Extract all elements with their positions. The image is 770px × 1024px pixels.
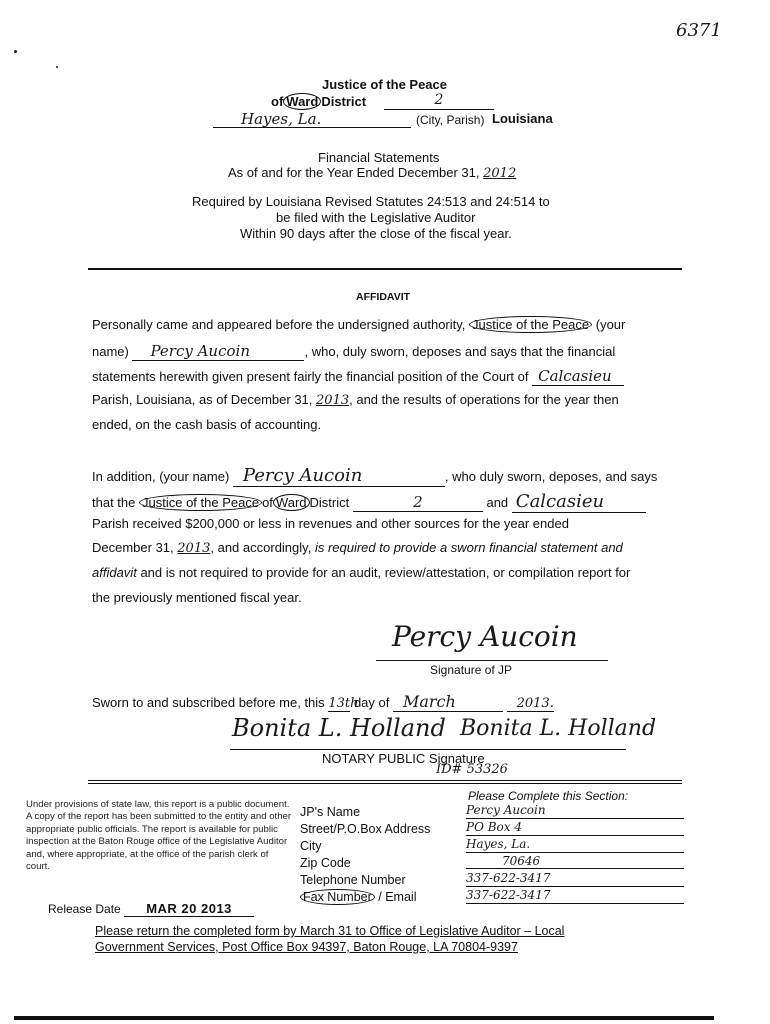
jp-oval-2: Justice of the Peace: [139, 494, 262, 511]
affidavit-p2-line5: [92, 565, 682, 580]
district-number-field: 2: [384, 92, 494, 110]
affidavit-p1-line2: [92, 342, 682, 361]
field-jp-name: Percy Aucoin: [466, 803, 684, 819]
text: (your: [595, 317, 626, 332]
year-handwritten: 2013: [316, 393, 350, 408]
text: December 31,: [92, 540, 174, 555]
affidavit-p1-line1: [92, 317, 682, 332]
footer-divider-top: [88, 780, 682, 781]
jp-signature: Percy Aucoin: [392, 620, 578, 653]
text: and is not required to provide for an audit, review/attestation, or compilation report for: [140, 565, 631, 580]
jp-name-handwritten: Percy Aucoin: [132, 342, 304, 361]
affidavit-p2-line1: [92, 465, 682, 487]
fiscal-year-value: 2012: [483, 166, 517, 181]
scan-speck: [14, 50, 17, 53]
bottom-edge-rule: [14, 1016, 714, 1020]
sworn-year: 2013.: [507, 696, 554, 712]
affidavit-p1-line5: ended, on the cash basis of accounting.: [92, 417, 322, 432]
jp-signature-label: Signature of JP: [430, 663, 513, 677]
sworn-day: 13th: [328, 696, 359, 711]
affidavit-p2-line3: Parish received $200,000 or less in revenues and other sources for the year ended: [92, 516, 569, 531]
label-fax-email: [300, 890, 416, 904]
complete-section-heading: Please Complete this Section:: [468, 789, 629, 803]
affidavit-p2-line2: [92, 491, 682, 513]
text: day of: [353, 695, 390, 710]
release-date-label: Release Date: [48, 902, 121, 916]
jp-signature-line: [376, 660, 608, 661]
sworn-line: [92, 692, 554, 712]
text: statements herewith given present fairly the financial position of the Court of: [92, 369, 529, 384]
requirement-line-3: Within 90 days after the close of the fiscal year.: [240, 226, 512, 241]
header-title: Justice of the Peace: [322, 77, 447, 92]
return-instructions-line-2: Government Services, Post Office Box 94397, Baton Rouge, LA 70804-9397: [95, 940, 518, 954]
text: , and accordingly,: [210, 540, 312, 555]
court-parish-handwritten: Calcasieu: [532, 367, 624, 386]
fiscal-year-line: [228, 165, 516, 181]
notary-id: ID# 53326: [436, 762, 508, 777]
text: , who, duly sworn, deposes and says that the financial: [304, 344, 616, 359]
text: affidavit: [92, 565, 137, 580]
text: Parish, Louisiana, as of December 31,: [92, 392, 313, 407]
label-address: Street/P.O.Box Address: [300, 822, 431, 836]
public-document-notice: Under provisions of state law, this report is a public document. A copy of the report has been submitted to the entity and other appropriate public officials. The report is available for public inspection at the Baton Rouge office of the Legislative Auditor and, where appropriate, at the office of the parish clerk of court.: [26, 799, 292, 873]
affidavit-p2-line4: [92, 540, 682, 556]
ward-oval: Ward: [283, 93, 321, 110]
release-date-row: [48, 901, 254, 917]
text: and: [486, 495, 509, 510]
return-instructions-line-1: Please return the completed form by March 31 to Office of Legislative Auditor – Local: [95, 924, 565, 938]
sworn-month: March: [393, 692, 503, 712]
release-date-value: MAR 20 2013: [124, 901, 254, 917]
label-city: City: [300, 839, 322, 853]
text: , and the results of operations for the year then: [349, 392, 619, 407]
scan-speck: [56, 66, 58, 68]
district-label: District: [321, 94, 367, 109]
field-address: PO Box 4: [466, 820, 684, 836]
fax-oval: Fax Number: [300, 889, 375, 905]
parish-handwritten: Calcasieu: [512, 491, 646, 513]
field-fax-email: 337-622-3417: [466, 888, 684, 904]
financial-statements-title: Financial Statements: [318, 150, 440, 165]
year-handwritten-2: 2013: [177, 541, 211, 556]
jp-oval: Justice of the Peace: [469, 316, 592, 333]
header-ward-line: [271, 94, 366, 109]
notary-signature: Bonita L. Holland: [232, 714, 446, 742]
affidavit-p2-line6: the previously mentioned fiscal year.: [92, 590, 302, 605]
requirement-line-2: be filed with the Legislative Auditor: [276, 210, 476, 225]
text: that the: [92, 495, 136, 510]
notary-signature-line: [230, 749, 626, 750]
city-parish-label: (City, Parish): [416, 113, 485, 127]
label-zip: Zip Code: [300, 856, 351, 870]
field-telephone: 337-622-3417: [466, 871, 684, 887]
notary-printed-name: Bonita L. Holland: [460, 716, 657, 741]
email-suffix: / Email: [378, 890, 417, 904]
label-jp-name: JP's Name: [300, 805, 361, 819]
text: Sworn to and subscribed before me, this: [92, 695, 325, 710]
affidavit-p1-line4: [92, 392, 682, 408]
header-divider: [88, 268, 682, 270]
text: Personally came and appeared before the undersigned authority,: [92, 317, 466, 332]
affidavit-p1-line3: [92, 367, 682, 386]
field-city: Hayes, La.: [466, 837, 684, 853]
city-field: Hayes, La.: [213, 110, 411, 128]
ward-oval-2: Ward: [273, 494, 310, 511]
district-handwritten: 2: [353, 493, 483, 512]
page-number: 6371: [676, 20, 722, 41]
text: In addition, (your name): [92, 469, 230, 484]
label-telephone: Telephone Number: [300, 873, 406, 887]
text: is required to provide a sworn financial statement and: [314, 540, 623, 555]
ward-prefix: of: [271, 94, 284, 109]
text: District: [309, 495, 350, 510]
notary-label: NOTARY PUBLIC Signature: [322, 751, 485, 766]
field-zip: 70646: [466, 854, 684, 869]
state-label: Louisiana: [492, 111, 553, 126]
jp-name-handwritten-2: Percy Aucoin: [233, 465, 445, 487]
requirement-line-1: Required by Louisiana Revised Statutes 24:513 and 24:514 to: [192, 194, 550, 209]
text: , who duly sworn, deposes, and says: [444, 469, 658, 484]
text: name): [92, 344, 129, 359]
footer-divider-bottom: [88, 783, 682, 784]
fiscal-year-text: As of and for the Year Ended December 31,: [228, 165, 480, 180]
text: of: [262, 495, 273, 510]
affidavit-heading: AFFIDAVIT: [356, 291, 411, 303]
